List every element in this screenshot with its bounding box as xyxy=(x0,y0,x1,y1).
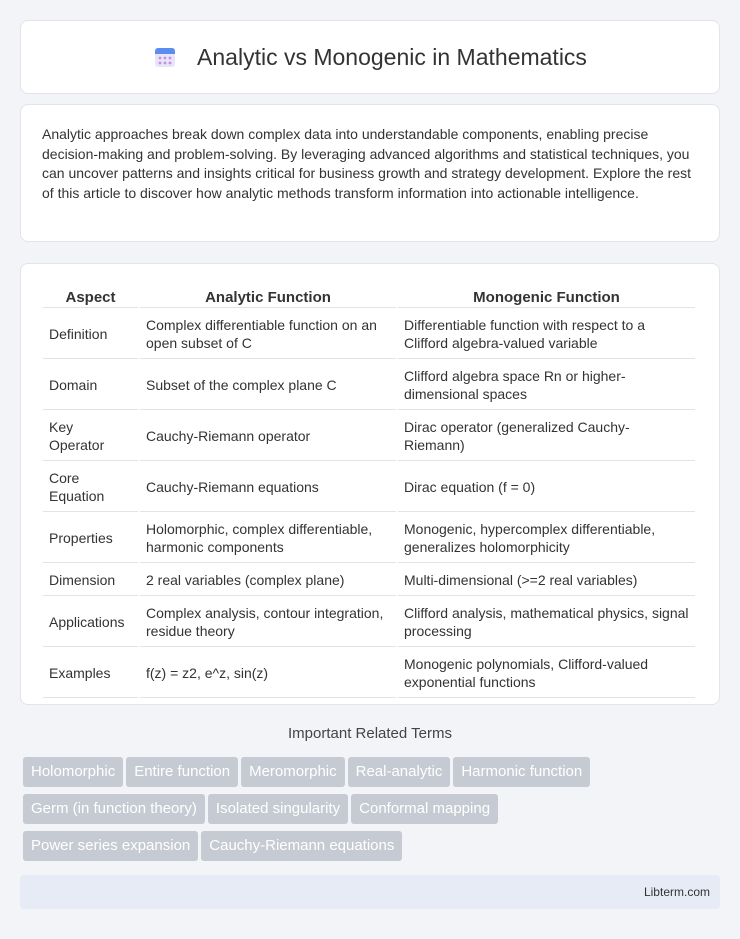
table-cell: Key Operator xyxy=(43,412,138,461)
column-header: Aspect xyxy=(43,286,138,308)
comparison-card xyxy=(20,263,720,705)
related-term-tag[interactable]: Cauchy-Riemann equations xyxy=(201,831,402,861)
table-cell: Properties xyxy=(43,514,138,563)
table-cell: Examples xyxy=(43,649,138,698)
related-term-tag[interactable]: Germ (in function theory) xyxy=(23,794,205,824)
related-term-tag[interactable]: Real-analytic xyxy=(348,757,451,787)
table-row xyxy=(43,310,695,359)
table-row xyxy=(43,649,695,698)
table-cell: Cauchy-Riemann equations xyxy=(140,463,396,512)
intro-text: Analytic approaches break down complex data into understandable components, enabling precise decision-making and problem-solving. By leveraging advanced algorithms and statistical techniques, you can uncover patterns and insights critical for business growth and strategy development. Explore the rest of this article to discover how analytic methods transform information into actionable intelligence. xyxy=(42,126,692,201)
column-header: Monogenic Function xyxy=(398,286,695,308)
table-cell: Core Equation xyxy=(43,463,138,512)
table-cell: Clifford analysis, mathematical physics, signal processing xyxy=(398,598,695,647)
calendar-icon xyxy=(153,45,177,69)
table-cell: Definition xyxy=(43,310,138,359)
table-cell: Dirac equation (f = 0) xyxy=(398,463,695,512)
table-cell: Clifford algebra space Rn or higher-dimensional spaces xyxy=(398,361,695,410)
table-cell: Cauchy-Riemann operator xyxy=(140,412,396,461)
table-row xyxy=(43,565,695,596)
related-term-tag[interactable]: Conformal mapping xyxy=(351,794,498,824)
related-term-tag[interactable]: Isolated singularity xyxy=(208,794,348,824)
footer-brand[interactable]: Libterm.com xyxy=(643,885,710,899)
table-cell: 2 real variables (complex plane) xyxy=(140,565,396,596)
table-cell: Dimension xyxy=(43,565,138,596)
table-row xyxy=(43,463,695,512)
column-header: Analytic Function xyxy=(140,286,396,308)
table-row xyxy=(43,412,695,461)
table-cell: Monogenic, hypercomplex differentiable, generalizes holomorphicity xyxy=(398,514,695,563)
table-row xyxy=(43,361,695,410)
table-cell: f(z) = z2, e^z, sin(z) xyxy=(140,649,396,698)
comparison-table xyxy=(41,284,697,700)
table-cell: Subset of the complex plane C xyxy=(140,361,396,410)
related-term-tag[interactable]: Power series expansion xyxy=(23,831,198,861)
table-cell: Applications xyxy=(43,598,138,647)
table-cell: Holomorphic, complex differentiable, harmonic components xyxy=(140,514,396,563)
table-cell: Dirac operator (generalized Cauchy-Riemann) xyxy=(398,412,695,461)
table-cell: Differentiable function with respect to a Clifford algebra-valued variable xyxy=(398,310,695,359)
related-term-tag[interactable]: Meromorphic xyxy=(241,757,345,787)
page-title: Analytic vs Monogenic in Mathematics xyxy=(197,43,587,70)
table-cell: Multi-dimensional (>=2 real variables) xyxy=(398,565,695,596)
related-terms-list xyxy=(23,757,723,868)
table-cell: Complex differentiable function on an open subset of C xyxy=(140,310,396,359)
related-term-tag[interactable]: Harmonic function xyxy=(453,757,590,787)
intro-card xyxy=(20,104,720,242)
related-term-tag[interactable]: Holomorphic xyxy=(23,757,123,787)
related-terms-title: Important Related Terms xyxy=(288,725,452,742)
table-cell: Complex analysis, contour integration, residue theory xyxy=(140,598,396,647)
table-cell: Monogenic polynomials, Clifford-valued exponential functions xyxy=(398,649,695,698)
table-row xyxy=(43,514,695,563)
footer xyxy=(20,875,720,909)
related-term-tag[interactable]: Entire function xyxy=(126,757,238,787)
table-row xyxy=(43,598,695,647)
title-card xyxy=(20,20,720,94)
table-header-row xyxy=(43,286,695,308)
table-cell: Domain xyxy=(43,361,138,410)
